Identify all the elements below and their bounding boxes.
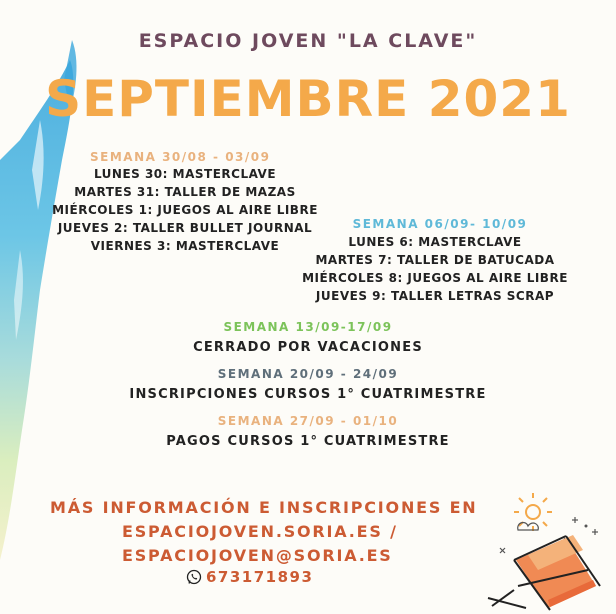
footer-email-link[interactable]: ESPACIOJOVEN@SORIA.ES <box>122 546 393 565</box>
week1-item: MIÉRCOLES 1: JUEGOS AL AIRE LIBRE <box>52 203 318 217</box>
footer-info-line: MÁS INFORMACIÓN E INSCRIPCIONES EN <box>50 498 478 517</box>
week2-label: SEMANA 06/09- 10/09 <box>352 217 528 231</box>
phone-contact[interactable] <box>186 568 313 586</box>
week4-text: INSCRIPCIONES CURSOS 1° CUATRIMESTRE <box>129 387 487 402</box>
week2-item: MIÉRCOLES 8: JUEGOS AL AIRE LIBRE <box>302 271 568 285</box>
week1-item: JUEVES 2: TALLER BULLET JOURNAL <box>57 221 313 235</box>
week1-item: MARTES 31: TALLER DE MAZAS <box>74 185 296 199</box>
week1-item: LUNES 30: MASTERCLAVE <box>93 167 277 181</box>
week2-item: MARTES 7: TALLER DE BATUCADA <box>315 253 555 267</box>
week3-text: CERRADO POR VACACIONES <box>193 340 423 355</box>
month-title: SEPTIEMBRE 2021 <box>45 70 571 128</box>
header-title: ESPACIO JOVEN "LA CLAVE" <box>138 30 478 52</box>
week5-text: PAGOS CURSOS 1° CUATRIMESTRE <box>166 434 450 449</box>
week2-item: JUEVES 9: TALLER LETRAS SCRAP <box>315 289 555 303</box>
week1-label: SEMANA 30/08 - 03/09 <box>90 150 271 164</box>
week1-item: VIERNES 3: MASTERCLAVE <box>90 239 280 253</box>
week3-label: SEMANA 13/09-17/09 <box>223 320 393 334</box>
beach-chair-sun-icon <box>478 490 616 614</box>
week2-item: LUNES 6: MASTERCLAVE <box>348 235 522 249</box>
week4-label: SEMANA 20/09 - 24/09 <box>217 367 399 381</box>
phone-number: 673171893 <box>206 568 314 586</box>
footer-website-link[interactable]: ESPACIOJOVEN.SORIA.ES / <box>122 522 398 541</box>
week5-label: SEMANA 27/09 - 01/10 <box>217 414 399 428</box>
whatsapp-icon <box>186 569 202 585</box>
